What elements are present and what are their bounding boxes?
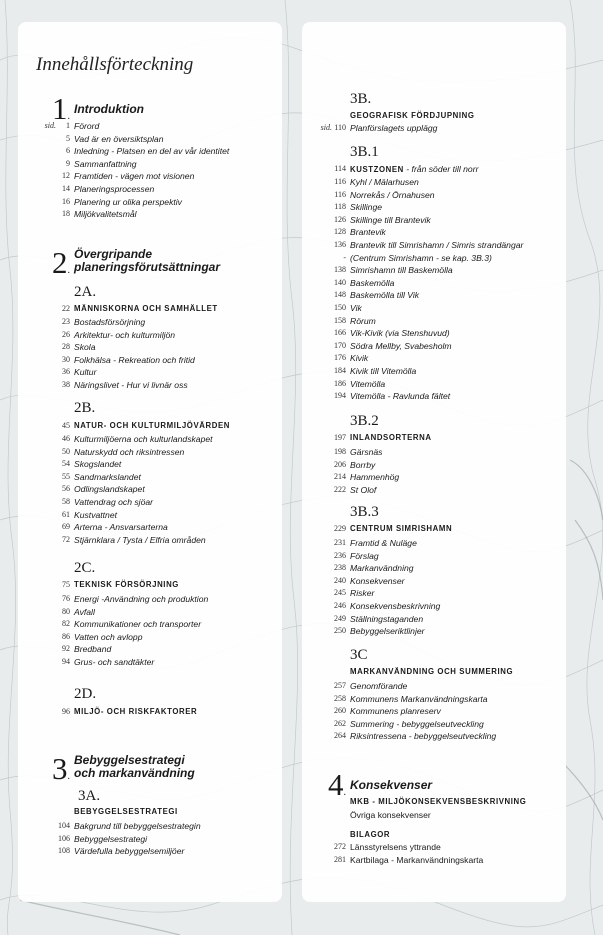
page-number: 272	[334, 842, 346, 851]
page-number: 249	[334, 613, 346, 623]
page-number: 108	[58, 846, 70, 856]
section-label: 2D.	[74, 686, 97, 702]
entry-title: Övriga konsekvenser	[350, 810, 431, 820]
entry-title: Skola	[74, 342, 96, 353]
page-number: 58	[62, 497, 70, 506]
entry-title: Kivik till Vitemölla	[350, 366, 417, 376]
page-number: 18	[62, 209, 70, 219]
entry-title: Inledning - Platsen en del av vår identitet	[74, 146, 230, 157]
entry-title: Bebyggelsestrategi	[74, 833, 148, 844]
chapter-title: Introduktion	[74, 102, 144, 116]
entry-title: Vik	[350, 303, 362, 313]
entry-title: Vik-Kivik (via Stenshuvud)	[350, 328, 450, 339]
entry-title: Planering ur olika perspektiv	[74, 196, 182, 207]
entry-title: Kommunens Markanvändningskarta	[350, 693, 488, 704]
section-label: 3B.3	[350, 504, 379, 520]
page-number: 36	[62, 367, 70, 377]
entry-title: Baskemölla	[350, 277, 395, 288]
page-number: 80	[62, 606, 70, 616]
entry-title: (Centrum Simrishamn - se kap. 3B.3)	[350, 252, 492, 263]
page-number: 50	[62, 446, 70, 456]
section-label: 2A.	[74, 284, 97, 300]
entry-title: Förslag	[350, 550, 379, 561]
entry-title: KUSTZONEN - från söder till norr	[350, 164, 479, 174]
entry-title: Värdefulla bebyggelsemiljöer	[74, 846, 185, 857]
page-number: 96	[62, 707, 70, 716]
entry-title: Kivik	[350, 353, 369, 364]
entry-title: Simrishamn till Baskemölla	[350, 265, 453, 276]
page-number: 245	[334, 588, 346, 598]
page-number: 264	[334, 731, 346, 741]
entry-title: Sandmarkslandet	[74, 471, 141, 482]
section-label: 2B.	[74, 400, 96, 416]
entry-title: BILAGOR	[350, 830, 391, 839]
entry-title: Riksintressena - bebyggelseutveckling	[350, 731, 497, 742]
entry-title: Risker	[350, 588, 375, 599]
page-number: 158	[334, 315, 346, 325]
page-number: 30	[62, 354, 70, 364]
entry-title: Södra Mellby, Svabesholm	[350, 340, 452, 351]
page-number: 236	[334, 550, 346, 560]
section-label: 2C.	[74, 560, 96, 576]
page-prefix: sid.	[320, 123, 332, 132]
page-number: 55	[62, 471, 70, 481]
page-number: 150	[334, 303, 346, 312]
entry-title: Energi -Användning och produktion	[74, 594, 209, 604]
chapter-3	[52, 753, 195, 784]
entry-title: Planförslagets upplägg	[350, 123, 438, 133]
chapter-number: 4.	[328, 767, 346, 802]
entry-title: Grus- och sandtäkter	[74, 657, 155, 667]
page-number: 140	[334, 277, 346, 287]
page-number: 186	[334, 378, 346, 388]
entry-title: Brantevik till Simrishamn / Simris strandängar	[350, 240, 524, 250]
page-number: 82	[62, 619, 70, 629]
entry-title: MILJÖ- OCH RISKFAKTORER	[74, 707, 198, 716]
page-number: 118	[334, 202, 346, 212]
entry-title: Förord	[74, 121, 100, 131]
page-number: 72	[62, 534, 70, 544]
page-number: 114	[334, 164, 346, 173]
page-number: 94	[62, 657, 70, 666]
entry-title: Arkitektur- och kulturmiljön	[74, 329, 176, 340]
entry-title: Skillinge till Brantevik	[350, 214, 431, 225]
entry-title: Vatten och avlopp	[74, 631, 143, 642]
page-number: 116	[334, 177, 346, 186]
chapter-title: Konsekvenser	[350, 778, 433, 792]
page-number: 246	[334, 601, 346, 610]
page-number: 54	[62, 459, 70, 469]
entry-title: Odlingslandskapet	[74, 484, 145, 495]
page-number: 250	[334, 626, 346, 636]
page-number: 22	[62, 304, 70, 313]
page-number: -	[343, 252, 346, 262]
page-number: 104	[58, 821, 70, 830]
section-label: 3C	[350, 647, 368, 663]
page-number: 86	[62, 631, 70, 641]
page-number: 222	[334, 484, 346, 494]
page-number: 9	[66, 158, 70, 168]
page-number: 38	[62, 380, 70, 389]
entry-title: Summering - bebyggelseutveckling	[350, 718, 484, 729]
page-number: 240	[334, 575, 346, 585]
section-label: 3B.	[350, 91, 372, 107]
entry-title: Framtiden - vägen mot visionen	[74, 171, 195, 182]
page-number: 12	[62, 171, 70, 181]
entry-subtitle: - från söder till norr	[403, 164, 479, 174]
chapter-number: 2.	[52, 245, 70, 280]
entry-title: Baskemölla till Vik	[350, 290, 420, 301]
entry-title: Vitemölla	[350, 378, 386, 389]
entry-title: Vattendrag och sjöar	[74, 497, 153, 507]
entry-title: Planeringsprocessen	[74, 184, 155, 194]
entry-title: Länsstyrelsens yttrande	[350, 842, 441, 852]
page-number: 262	[334, 718, 346, 728]
page-number: 138	[334, 265, 346, 275]
entry-title: Genomförande	[350, 681, 408, 691]
entry-title: Arterna - Ansvarsarterna	[74, 522, 168, 533]
entry-title: Rörum	[350, 315, 376, 326]
page-number: 238	[334, 563, 346, 573]
page-number: 56	[62, 484, 70, 494]
section-label: 3A.	[78, 788, 101, 804]
entry-title: Naturskydd och riksintressen	[74, 446, 185, 457]
entry-title: Kommunens planreserv	[350, 706, 441, 717]
entry-title: Bakgrund till bebyggelsestrategin	[74, 821, 201, 831]
entry-title: Gärsnäs	[350, 447, 383, 457]
entry-title: Vad är en översiktsplan	[74, 133, 164, 144]
entry-title: Avfall	[74, 606, 95, 617]
entry-title: MARKANVÄNDNING OCH SUMMERING	[350, 667, 514, 676]
chapter-2	[52, 247, 220, 278]
page-number: 136	[334, 240, 346, 249]
entry-title: MKB - MILJÖKONSEKVENSBESKRIVNING	[350, 797, 527, 806]
page-number: 69	[62, 522, 70, 532]
entry-title: Kultur	[74, 367, 97, 378]
page-number: 14	[62, 184, 70, 193]
entry-title: Norrekås / Örnahusen	[350, 189, 435, 200]
page-number: 281	[334, 854, 346, 864]
entry-title: Miljökvalitetsmål	[74, 209, 137, 220]
page-number: 23	[62, 317, 70, 326]
page-number: 92	[62, 644, 70, 654]
entry-title: Skogslandet	[74, 459, 122, 470]
page-number: 75	[62, 580, 70, 589]
entry-title: GEOGRAFISK FÖRDJUPNING	[350, 111, 475, 120]
page-number: 194	[334, 391, 346, 401]
page-number: 214	[334, 472, 346, 482]
page-number: 106	[58, 833, 70, 843]
page-number: 170	[334, 340, 346, 350]
page-number: 76	[62, 594, 70, 603]
chapter-number: 3.	[52, 751, 70, 786]
entry-title: Folkhälsa - Rekreation och fritid	[74, 354, 195, 365]
entry-title: Kommunikationer och transporter	[74, 619, 202, 630]
page-number: 1	[66, 121, 70, 130]
page-number: 206	[334, 459, 346, 469]
chapter-number: 1.	[52, 91, 70, 126]
page-number: 26	[62, 329, 70, 339]
page-number: 229	[334, 524, 346, 533]
entry-title: Ställningstaganden	[350, 613, 424, 624]
entry-title: Framtid & Nuläge	[350, 538, 417, 548]
toc-heading: Innehållsförteckning	[36, 54, 194, 75]
page-number: 148	[334, 290, 346, 300]
entry-title: Kartbilaga - Markanvändningskarta	[350, 854, 484, 865]
entry-title: TEKNISK FÖRSÖRJNING	[74, 580, 179, 589]
page-number: 116	[334, 189, 346, 199]
page-number: 198	[334, 447, 346, 456]
page-number: 128	[334, 227, 346, 237]
chapter-title: Bebyggelsestrategi och markanvändning	[74, 753, 195, 780]
page-number: 166	[334, 328, 346, 338]
entry-title: INLANDSORTERNA	[350, 433, 432, 442]
entry-title: Näringslivet - Hur vi livnär oss	[74, 380, 188, 390]
page-number: 16	[62, 196, 70, 206]
entry-title: Sammanfattning	[74, 158, 137, 169]
page-number: 6	[66, 146, 70, 156]
entry-title: Kyhl / Mälarhusen	[350, 177, 419, 187]
entry-title: Konsekvensbeskrivning	[350, 601, 441, 611]
page-number: 126	[334, 214, 346, 224]
page-number: 45	[62, 421, 70, 430]
page-number: 231	[334, 538, 346, 547]
entry-title: NATUR- OCH KULTURMILJÖVÄRDEN	[74, 421, 230, 430]
page-number: 257	[334, 681, 346, 690]
entry-title: Konsekvenser	[350, 575, 405, 586]
entry-title: Bostadsförsörjning	[74, 317, 146, 327]
entry-title: Bebyggelseriktlinjer	[350, 626, 425, 637]
entry-title: BEBYGGELSESTRATEGI	[74, 807, 178, 816]
page-number: 28	[62, 342, 70, 352]
entry-title: Kustvattnet	[74, 509, 117, 520]
chapter-title: Övergripande planeringsförutsättningar	[74, 247, 221, 274]
entry-title: Markanvändning	[350, 563, 414, 574]
entry-title: MÄNNISKORNA OCH SAMHÄLLET	[74, 304, 218, 313]
entry-title: CENTRUM SIMRISHAMN	[350, 524, 453, 533]
entry-title: Bredband	[74, 644, 112, 655]
section-label: 3B.2	[350, 413, 379, 429]
entry-title: St Olof	[350, 484, 377, 495]
page-number: 61	[62, 509, 70, 519]
entry-title: Borrby	[350, 459, 376, 470]
page-number: 197	[334, 433, 346, 442]
page-number: 5	[66, 133, 70, 143]
page-number: 110	[334, 123, 346, 132]
entry-title: Skillinge	[350, 202, 383, 213]
entry-title: Vitemölla - Ravlunda fältet	[350, 391, 451, 402]
entry-title: Brantevik	[350, 227, 386, 238]
section-label: 3B.1	[350, 144, 379, 160]
entry-title: Kulturmiljöerna och kulturlandskapet	[74, 434, 213, 444]
page-number: 260	[334, 706, 346, 716]
entry-title: Stjärnklara / Tysta / Elfria områden	[74, 534, 206, 545]
page-number: 258	[334, 693, 346, 703]
page-prefix: sid.	[44, 121, 56, 130]
entry-title: Hammenhög	[350, 472, 400, 483]
page-number: 46	[62, 434, 70, 443]
page-number: 184	[334, 366, 346, 375]
page-number: 176	[334, 353, 346, 363]
